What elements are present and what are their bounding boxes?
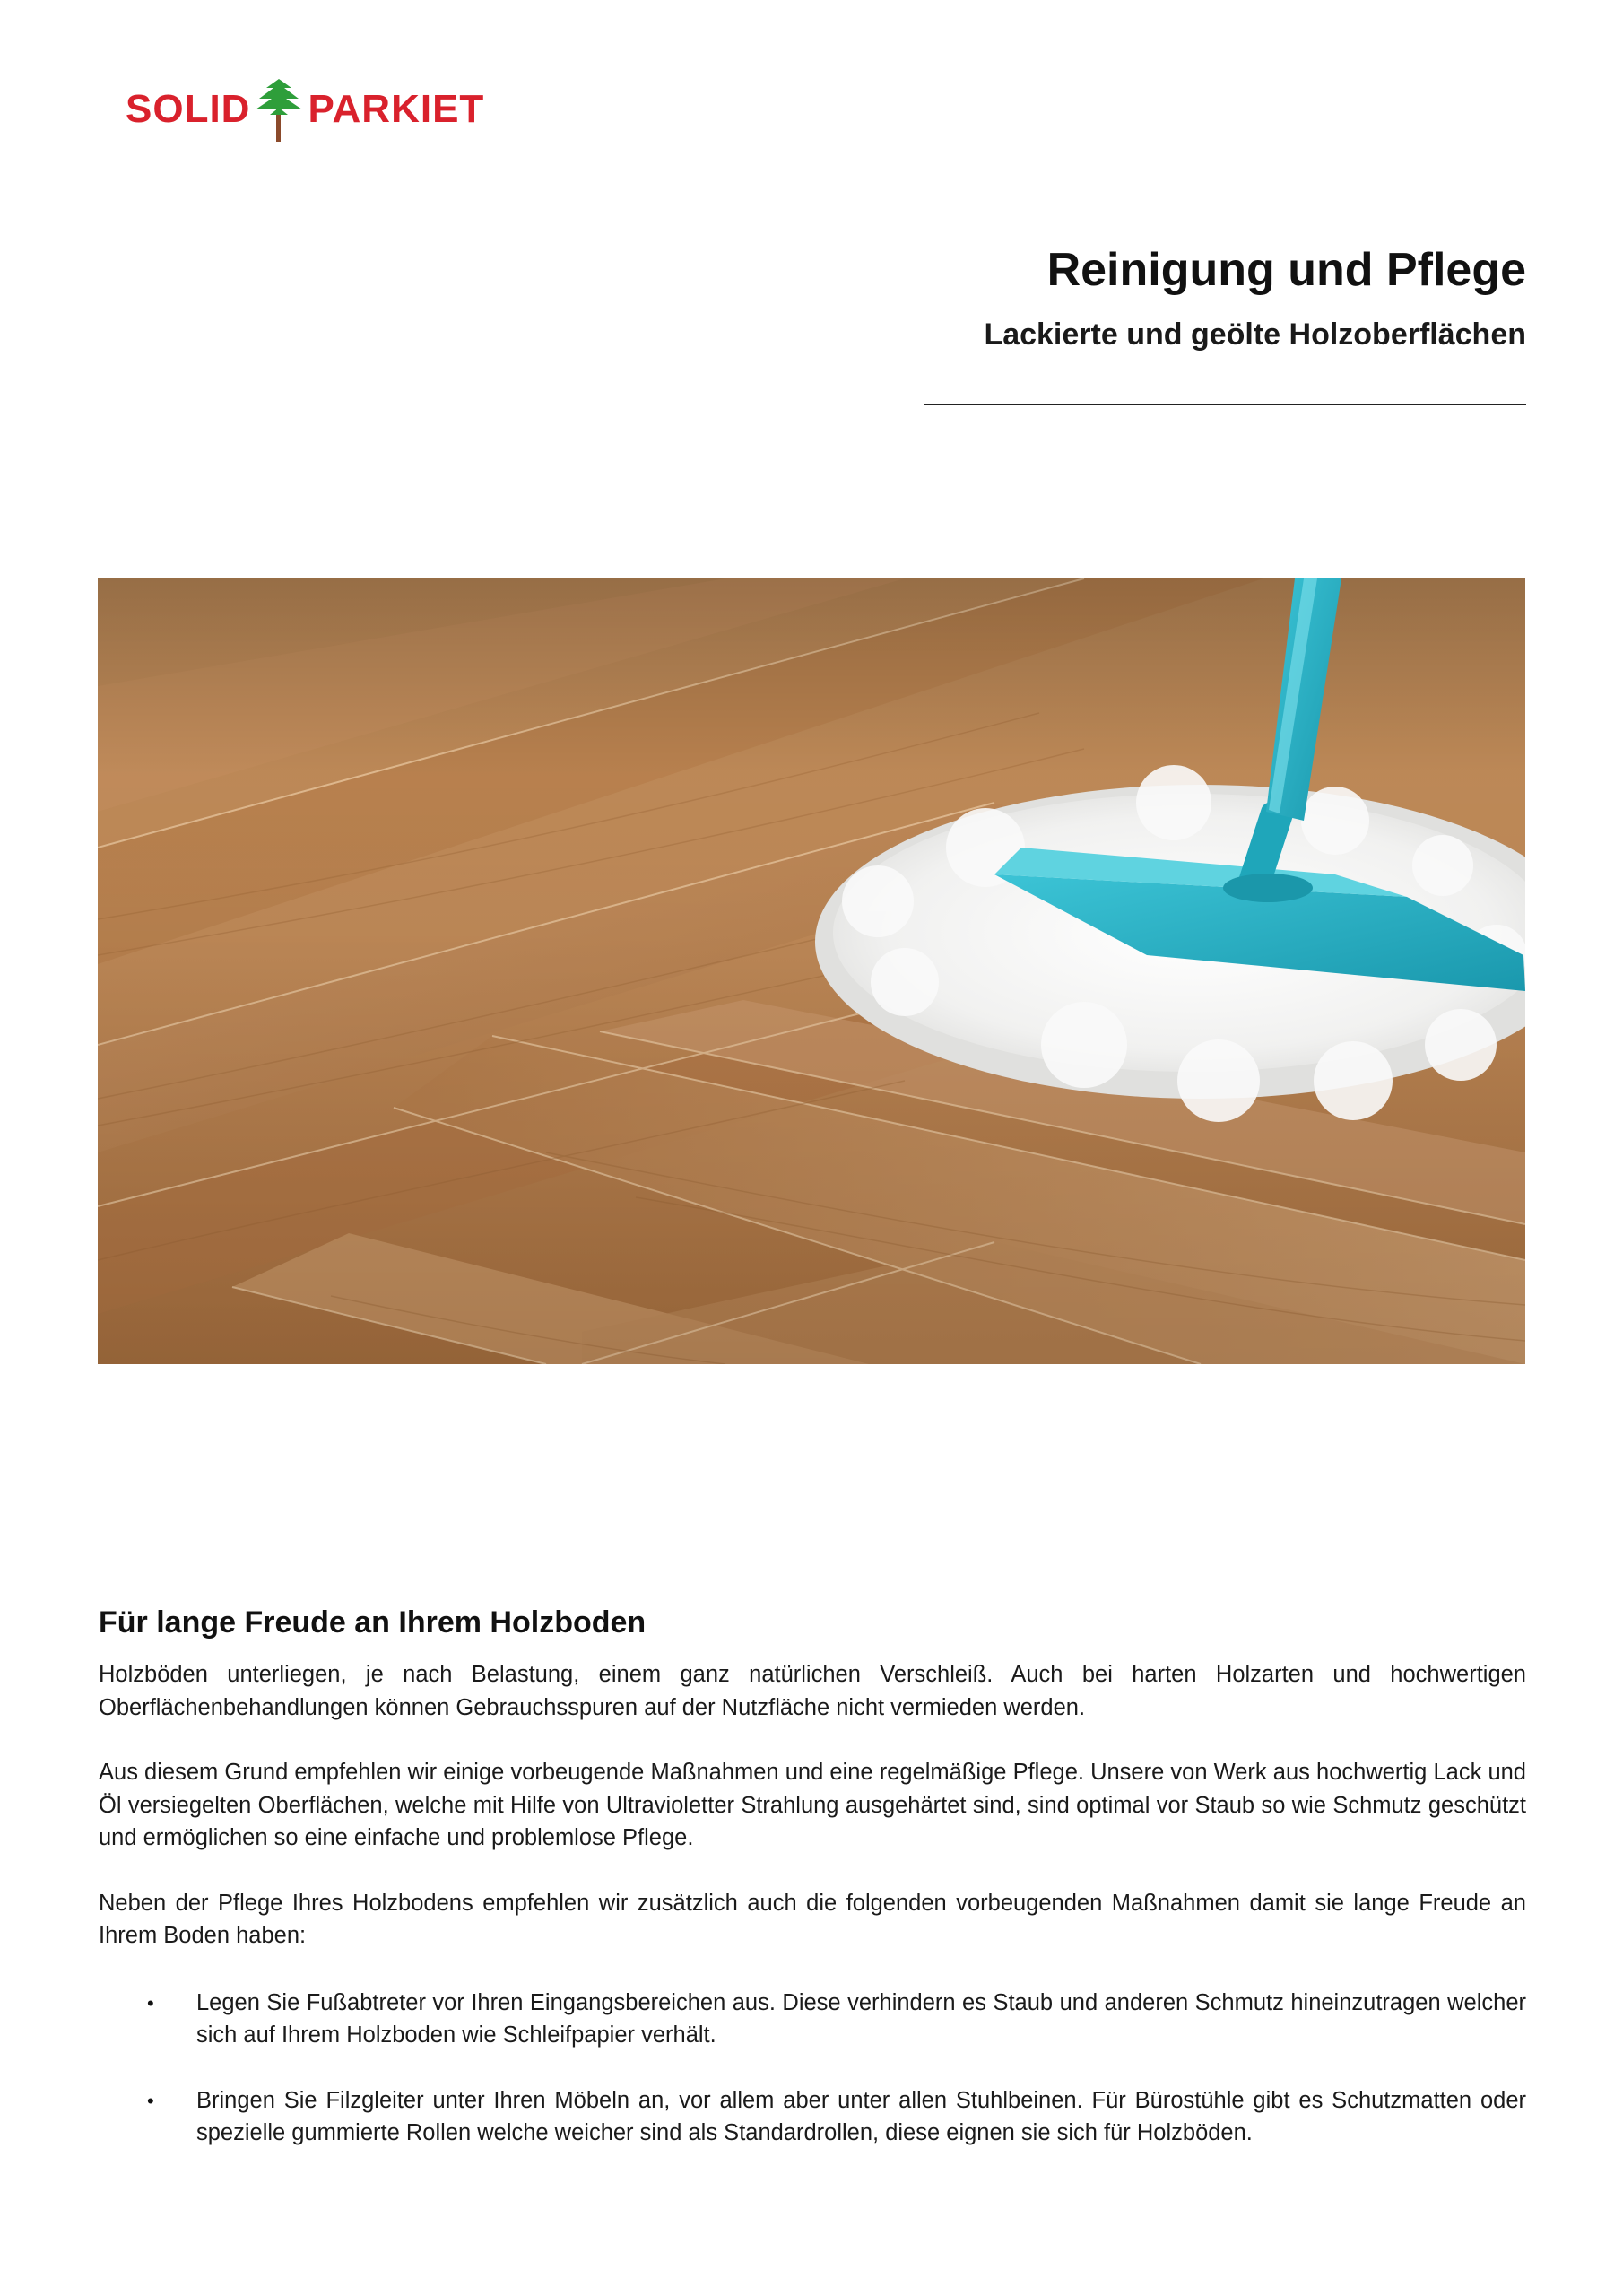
company-logo bbox=[126, 74, 484, 145]
paragraph: Aus diesem Grund empfehlen wir einige vorbeugende Maßnahmen und eine regelmäßige Pflege. Unsere von Werk aus hochwertig Lack und Öl versiegelten Oberflächen, welche mit Hilfe von Ultravioletter Strahlung ausgehärtet sind, sind optimal vor Staub so wie Schmutz geschützt und ermöglichen so eine einfache und problemlose Pflege. bbox=[99, 1760, 1526, 1850]
logo-word-solid: SOLID bbox=[126, 87, 251, 131]
title-divider bbox=[924, 404, 1526, 405]
list-item bbox=[99, 2084, 1526, 2150]
floor-mop-illustration bbox=[98, 578, 1525, 1364]
list-item bbox=[99, 1987, 1526, 2052]
main-content bbox=[99, 1605, 1526, 2182]
document-subtitle: Lackierte und geölte Holzoberflächen bbox=[984, 317, 1526, 352]
bullet-dot: • bbox=[147, 2089, 154, 2112]
floor-mop-photo bbox=[98, 578, 1525, 1364]
bullet-dot: • bbox=[147, 1991, 154, 2014]
paragraph: Holzböden unterliegen, je nach Belastung, einem ganz natürlichen Verschleiß. Auch bei harten Holzarten und hochwertigen Oberflächenbehandlungen können Gebrauchsspuren auf der Nutzfläche nicht vermieden werden. bbox=[99, 1662, 1526, 1720]
bullet-text: Bringen Sie Filzgleiter unter Ihren Möbeln an, vor allem aber unter allen Stuhlbeinen. Für Bürostühle gibt es Schutzmatten oder spezielle gummierte Rollen welche weicher sind als Standardrollen, diese eignen sie sich für Holzböden. bbox=[196, 2087, 1526, 2145]
tree-icon bbox=[252, 75, 306, 144]
section-heading: Für lange Freude an Ihrem Holzboden bbox=[99, 1605, 647, 1639]
logo-word-parkiet: PARKIET bbox=[308, 87, 485, 131]
bullet-list bbox=[99, 1987, 1526, 2150]
paragraph: Neben der Pflege Ihres Holzbodens empfehlen wir zusätzlich auch die folgenden vorbeugenden Maßnahmen damit sie lange Freude an Ihrem Boden haben: bbox=[99, 1890, 1526, 1948]
bullet-text: Legen Sie Fußabtreter vor Ihren Eingangsbereichen aus. Diese verhindern es Staub und anderen Schmutz hineinzutragen welcher sich auf Ihrem Holzboden wie Schleifpapier verhält. bbox=[196, 1989, 1526, 2048]
document-title: Reinigung und Pflege bbox=[1046, 244, 1526, 296]
title-block bbox=[845, 242, 1526, 352]
